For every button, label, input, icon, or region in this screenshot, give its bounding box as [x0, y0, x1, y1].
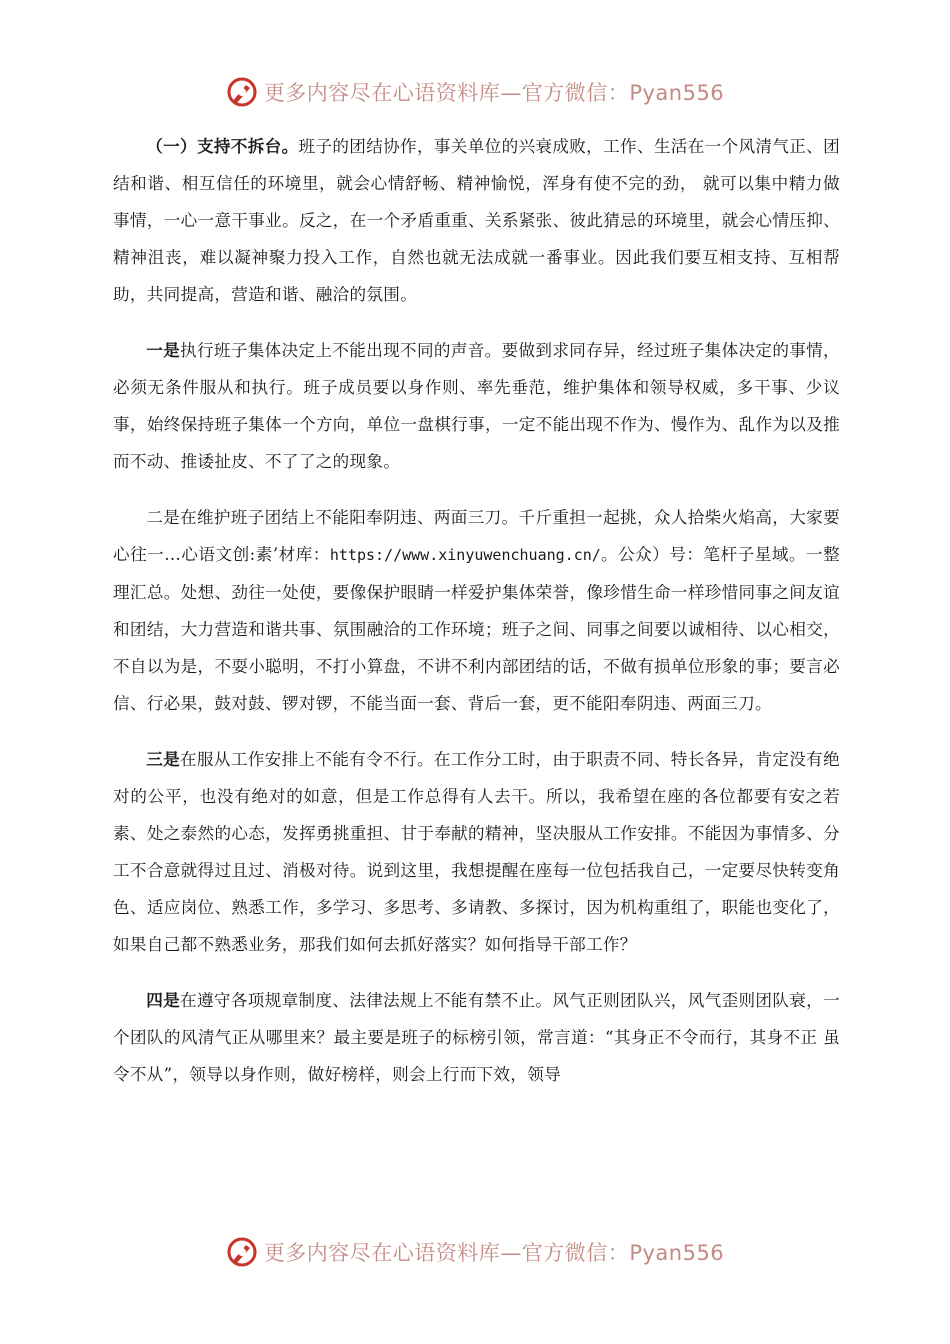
paragraph-3 [113, 499, 840, 722]
paragraph-2 [113, 332, 840, 480]
paragraph-1-body: 班子的团结协作，事关单位的兴衰成败，工作、生活在一个风清气正、团结和谐、相互信任的环境里，就会心情舒畅、精神愉悦，浑身有使不完的劲， 就可以集中精力做事情，一心一意干事业。反之，在一个矛盾重重、关系紧张、彼此猜忌的环境里，就会心情压抑、精神沮丧，难以凝神聚力投入工作，自然也就无法成就一番事业。因此我们要互相支持、互相帮助，共同提高，营造和谐、融洽的氛围。 [113, 137, 840, 304]
footer-banner [0, 1232, 950, 1272]
paragraph-3-url: https://www.xinyuwenchuang.cn/ [329, 546, 601, 564]
paragraph-4 [113, 741, 840, 963]
paragraph-3-body-before-url: 二是在维护班子团结上不能阳奉阴违、两面三刀。千斤重担一起挑，众人拾柴火焰高，大家要心往一…心语文创:素’材库： [113, 508, 840, 564]
paragraph-2-body: 执行班子集体决定上不能出现不同的声音。要做到求同存异，经过班子集体决定的事情，必须无条件服从和执行。班子成员要以身作则、率先垂范，维护集体和领导权威，多干事、少议事，始终保持班子集体一个方向，单位一盘棋行事，一定不能出现不作为、慢作为、乱作为以及推而不动、推诿扯皮、不了了之的现象。 [113, 341, 840, 471]
document-body [113, 128, 840, 1112]
paragraph-3-body-after-url: 。公众）号：笔杆子星域。一整理汇总。处想、劲往一处使，要像保护眼睛一样爱护集体荣誉，像珍惜生命一样珍惜同事之间友谊和团结，大力营造和谐共事、氛围融洽的工作环境；班子之间、同事之间要以诚相待、以心相交，不自以为是，不耍小聪明，不打小算盘，不讲不利内部团结的话，不做有损单位形象的事；要言必信、行必果，鼓对鼓、锣对锣，不能当面一套、背后一套，更不能阳奉阴违、两面三刀。 [113, 545, 840, 713]
paragraph-1-lead: （一）支持不拆台。 [146, 136, 299, 156]
brush-logo-icon [226, 76, 258, 108]
paragraph-4-lead: 三是 [146, 749, 181, 769]
banner-text: 更多内容尽在心语资料库—官方微信：Pyan556 [263, 81, 725, 105]
brush-logo-icon [226, 1236, 258, 1268]
paragraph-4-body: 在服从工作安排上不能有令不行。在工作分工时，由于职责不同、特长各异，肯定没有绝对的公平，也没有绝对的如意，但是工作总得有人去干。所以，我希望在座的各位都要有安之若素、处之泰然的心态，发挥勇挑重担、甘于奉献的精神，坚决服从工作安排。不能因为事情多、分工不合意就得过且过、消极对待。说到这里，我想提醒在座每一位包括我自己，一定要尽快转变角色、适应岗位、熟悉工作，多学习、多思考、多请教、多探讨，因为机构重组了，职能也变化了，如果自己都不熟悉业务，那我们如何去抓好落实？如何指导干部工作？ [113, 750, 840, 954]
paragraph-1 [113, 128, 840, 313]
paragraph-2-lead: 一是 [146, 340, 181, 360]
paragraph-5-lead: 四是 [146, 990, 181, 1010]
header-banner [0, 72, 950, 112]
paragraph-5 [113, 982, 840, 1093]
paragraph-5-body: 在遵守各项规章制度、法律法规上不能有禁不止。风气正则团队兴，风气歪则团队衰，一个团队的风清气正从哪里来？最主要是班子的标榜引领，常言道：“其身正不令而行，其身不正 虽令不从”，领导以身作则，做好榜样，则会上行而下效，领导 [113, 991, 840, 1084]
banner-text: 更多内容尽在心语资料库—官方微信：Pyan556 [263, 1241, 725, 1265]
